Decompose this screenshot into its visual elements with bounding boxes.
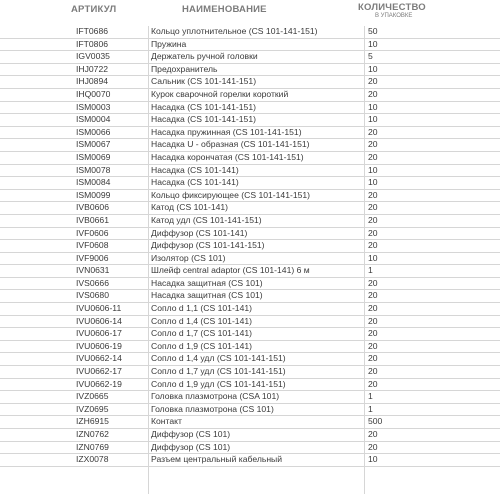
quantity-cell: 500 xyxy=(368,416,383,427)
name-cell: Пружина xyxy=(151,38,187,49)
table-row xyxy=(0,454,500,467)
quantity-cell: 20 xyxy=(368,328,378,339)
name-cell: Сопло d 1,9 удл (CS 101-141-151) xyxy=(151,378,286,389)
quantity-cell: 20 xyxy=(368,202,378,213)
quantity-cell: 20 xyxy=(368,441,378,452)
article-cell: IFT0806 xyxy=(76,38,109,49)
article-cell: ISM0084 xyxy=(76,177,111,188)
name-cell: Сопло d 1,4 (CS 101-141) xyxy=(151,315,253,326)
quantity-cell: 1 xyxy=(368,403,373,414)
name-cell: Насадка (CS 101-141-151) xyxy=(151,101,256,112)
article-cell: IZX0078 xyxy=(76,454,109,465)
name-cell: Разъем центральный кабельный xyxy=(151,454,283,465)
quantity-cell: 20 xyxy=(368,227,378,238)
table-row xyxy=(0,278,500,291)
table-row xyxy=(0,228,500,241)
table-row xyxy=(0,102,500,115)
table-row xyxy=(0,240,500,253)
quantity-cell: 20 xyxy=(368,189,378,200)
article-cell: ISM0099 xyxy=(76,189,111,200)
table-row xyxy=(0,442,500,455)
name-cell: Насадка U - образная (CS 101-141-151) xyxy=(151,139,310,150)
quantity-cell: 20 xyxy=(368,315,378,326)
article-cell: ISM0078 xyxy=(76,164,111,175)
table-row xyxy=(0,76,500,89)
header-quantity: КОЛИЧЕСТВО xyxy=(358,2,426,13)
quantity-cell: 10 xyxy=(368,101,378,112)
name-cell: Насадка (CS 101-141-151) xyxy=(151,114,256,125)
name-cell: Катод удл (CS 101-141-151) xyxy=(151,214,262,225)
name-cell: Курок сварочной горелки короткий xyxy=(151,88,289,99)
quantity-cell: 20 xyxy=(368,303,378,314)
name-cell: Сопло d 1,7 (CS 101-141) xyxy=(151,328,253,339)
article-cell: IVZ0695 xyxy=(76,403,109,414)
quantity-cell: 10 xyxy=(368,38,378,49)
name-cell: Держатель ручной головки xyxy=(151,51,258,62)
table-row xyxy=(0,290,500,303)
article-cell: IVB0606 xyxy=(76,202,109,213)
quantity-cell: 20 xyxy=(368,151,378,162)
name-cell: Кольцо уплотнительное (CS 101-141-151) xyxy=(151,26,318,36)
name-cell: Кольцо фиксирующее (CS 101-141-151) xyxy=(151,189,311,200)
quantity-cell: 20 xyxy=(368,366,378,377)
table-row xyxy=(0,152,500,165)
article-cell: IHJ0722 xyxy=(76,63,109,74)
article-cell: IVF9006 xyxy=(76,252,109,263)
name-cell: Головка плазмотрона (CS 101) xyxy=(151,403,274,414)
quantity-cell: 10 xyxy=(368,252,378,263)
table-header xyxy=(0,0,500,26)
article-cell: IVS0680 xyxy=(76,290,109,301)
article-cell: IZN0769 xyxy=(76,441,109,452)
name-cell: Шлейф central adaptor (CS 101-141) 6 м xyxy=(151,265,310,276)
quantity-cell: 20 xyxy=(368,429,378,439)
table-row xyxy=(0,404,500,417)
header-quantity-sub: В УПАКОВКЕ xyxy=(375,13,413,19)
article-cell: IVU0606-17 xyxy=(76,328,122,339)
name-cell: Насадка защитная (CS 101) xyxy=(151,290,263,301)
table-row xyxy=(0,51,500,64)
table-row xyxy=(0,202,500,215)
header-article: АРТИКУЛ xyxy=(71,4,117,15)
article-cell: IVB0661 xyxy=(76,214,109,225)
quantity-cell: 20 xyxy=(368,240,378,251)
table-row xyxy=(0,379,500,392)
quantity-cell: 20 xyxy=(368,290,378,301)
article-cell: IVU0606-11 xyxy=(76,303,122,314)
name-cell: Диффузор (CS 101) xyxy=(151,441,231,452)
name-cell: Предохранитель xyxy=(151,63,218,74)
article-cell: ISM0069 xyxy=(76,151,111,162)
name-cell: Сальник (CS 101-141-151) xyxy=(151,76,257,87)
table-row xyxy=(0,253,500,266)
quantity-cell: 20 xyxy=(368,139,378,150)
table-row xyxy=(0,215,500,228)
name-cell: Насадка (CS 101-141) xyxy=(151,164,239,175)
name-cell: Катод (CS 101-141) xyxy=(151,202,229,213)
table-row xyxy=(0,429,500,442)
name-cell: Насадка корончатая (CS 101-141-151) xyxy=(151,151,304,162)
table-row xyxy=(0,391,500,404)
table-body xyxy=(0,26,500,467)
article-cell: IFT0686 xyxy=(76,26,109,36)
name-cell: Диффузор (CS 101-141) xyxy=(151,227,248,238)
article-cell: ISM0067 xyxy=(76,139,111,150)
article-cell: ISM0066 xyxy=(76,126,111,137)
quantity-cell: 5 xyxy=(368,51,373,62)
name-cell: Контакт xyxy=(151,416,182,427)
table-row xyxy=(0,341,500,354)
name-cell: Изолятор (CS 101) xyxy=(151,252,226,263)
article-cell: IGV0035 xyxy=(76,51,110,62)
name-cell: Сопло d 1,7 удл (CS 101-141-151) xyxy=(151,366,286,377)
quantity-cell: 10 xyxy=(368,177,378,188)
name-cell: Насадка защитная (CS 101) xyxy=(151,277,263,288)
article-cell: ISM0003 xyxy=(76,101,111,112)
article-cell: IVN0631 xyxy=(76,265,110,276)
article-cell: IVU0662-17 xyxy=(76,366,122,377)
table-row xyxy=(0,416,500,429)
name-cell: Головка плазмотрона (CSA 101) xyxy=(151,391,280,402)
table-row xyxy=(0,165,500,178)
article-cell: IVU0662-14 xyxy=(76,353,122,364)
name-cell: Сопло d 1,9 (CS 101-141) xyxy=(151,340,253,351)
quantity-cell: 20 xyxy=(368,378,378,389)
article-cell: IHJ0894 xyxy=(76,76,109,87)
quantity-cell: 1 xyxy=(368,391,373,402)
quantity-cell: 20 xyxy=(368,214,378,225)
article-cell: IVS0666 xyxy=(76,277,109,288)
quantity-cell: 20 xyxy=(368,126,378,137)
table-row xyxy=(0,64,500,77)
article-cell: IVF0608 xyxy=(76,240,109,251)
quantity-cell: 50 xyxy=(368,26,378,36)
article-cell: IVU0606-14 xyxy=(76,315,122,326)
quantity-cell: 20 xyxy=(368,88,378,99)
quantity-cell: 20 xyxy=(368,76,378,87)
table-row xyxy=(0,89,500,102)
table-row xyxy=(0,177,500,190)
table-row xyxy=(0,127,500,140)
table-row xyxy=(0,366,500,379)
article-cell: IVZ0665 xyxy=(76,391,109,402)
table-row xyxy=(0,139,500,152)
table-row xyxy=(0,26,500,39)
quantity-cell: 10 xyxy=(368,454,378,465)
quantity-cell: 10 xyxy=(368,164,378,175)
quantity-cell: 1 xyxy=(368,265,373,276)
article-cell: IVF0606 xyxy=(76,227,109,238)
table-row xyxy=(0,353,500,366)
article-cell: IVU0606-19 xyxy=(76,340,122,351)
quantity-cell: 20 xyxy=(368,340,378,351)
table-row xyxy=(0,39,500,52)
table-row xyxy=(0,303,500,316)
table-row xyxy=(0,328,500,341)
article-cell: IZN0762 xyxy=(76,429,109,439)
name-cell: Насадка (CS 101-141) xyxy=(151,177,239,188)
quantity-cell: 20 xyxy=(368,277,378,288)
quantity-cell: 10 xyxy=(368,114,378,125)
name-cell: Насадка пружинная (CS 101-141-151) xyxy=(151,126,302,137)
name-cell: Диффузор (CS 101-141-151) xyxy=(151,240,265,251)
table-row xyxy=(0,316,500,329)
article-cell: IHQ0070 xyxy=(76,88,111,99)
quantity-cell: 20 xyxy=(368,353,378,364)
article-cell: IVU0662-19 xyxy=(76,378,122,389)
table-row xyxy=(0,114,500,127)
quantity-cell: 10 xyxy=(368,63,378,74)
table-row xyxy=(0,190,500,203)
table-row xyxy=(0,265,500,278)
name-cell: Диффузор (CS 101) xyxy=(151,429,231,439)
article-cell: ISM0004 xyxy=(76,114,111,125)
header-name: НАИМЕНОВАНИЕ xyxy=(182,4,267,15)
name-cell: Сопло d 1,1 (CS 101-141) xyxy=(151,303,253,314)
article-cell: IZH6915 xyxy=(76,416,109,427)
name-cell: Сопло d 1,4 удл (CS 101-141-151) xyxy=(151,353,286,364)
